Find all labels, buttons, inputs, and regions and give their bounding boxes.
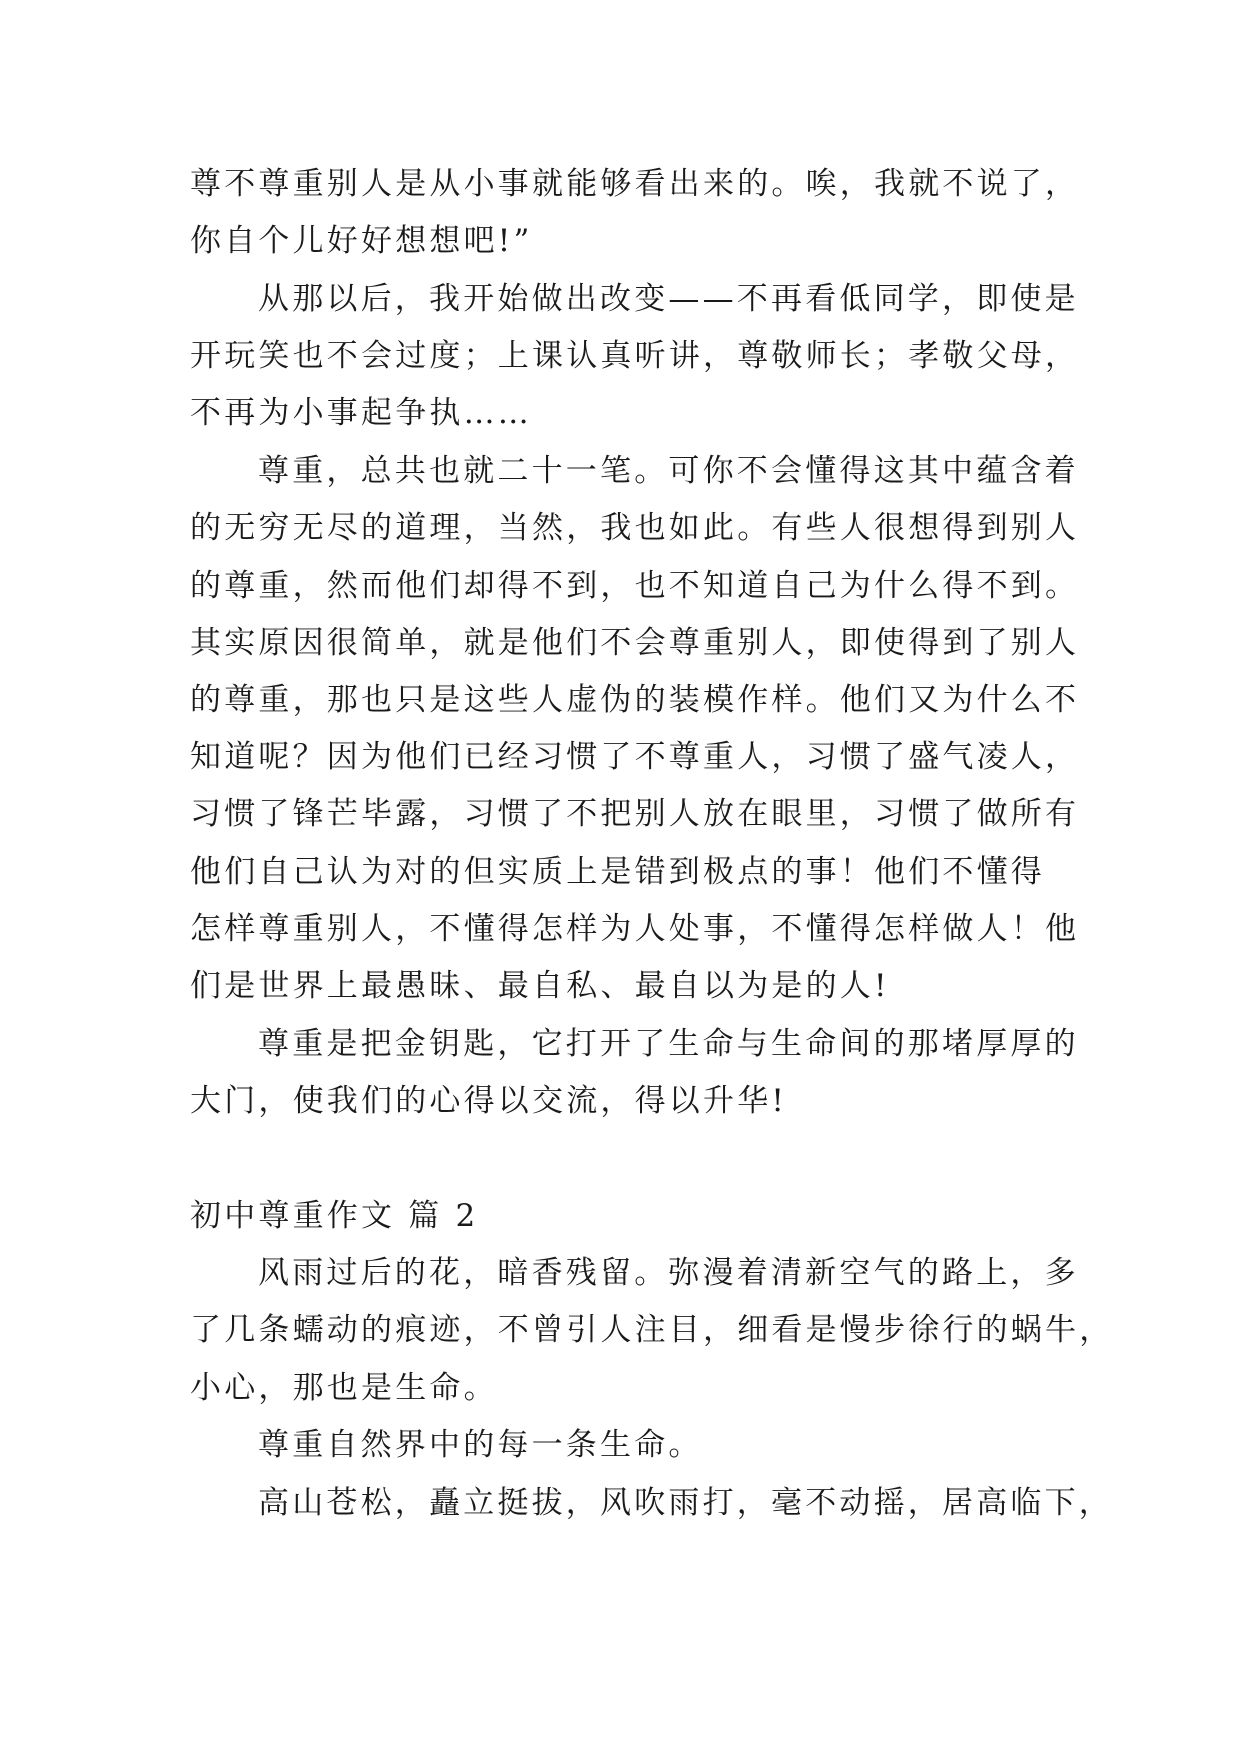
text-line: 了几条蠕动的痕迹，不曾引人注目，细看是慢步徐行的蜗牛， bbox=[190, 1312, 1114, 1348]
text-line: 其实原因很简单，就是他们不会尊重别人，即使得到了别人 bbox=[190, 625, 1080, 661]
section-heading: 初中尊重作文 篇 2 bbox=[190, 1198, 479, 1234]
paragraph-start-line: 尊重，总共也就二十一笔。可你不会懂得这其中蕴含着 bbox=[258, 453, 1079, 489]
text-line: 的尊重，然而他们却得不到，也不知道自己为什么得不到。 bbox=[190, 568, 1080, 604]
paragraph-start-line: 尊重自然界中的每一条生命。 bbox=[258, 1427, 703, 1463]
text-line: 他们自己认为对的但实质上是错到极点的事！他们不懂得 bbox=[190, 854, 1045, 890]
paragraph-start-line: 高山苍松，矗立挺拔，风吹雨打，毫不动摇，居高临下， bbox=[258, 1485, 1113, 1521]
text-line: 不再为小事起争执…… bbox=[190, 395, 532, 431]
text-line: 知道呢？因为他们已经习惯了不尊重人，习惯了盛气凌人， bbox=[190, 739, 1080, 775]
text-line: 大门，使我们的心得以交流，得以升华! bbox=[190, 1083, 788, 1119]
text-line: 的无穷无尽的道理，当然，我也如此。有些人很想得到别人 bbox=[190, 510, 1080, 546]
text-line: 你自个儿好好想想吧!” bbox=[190, 223, 533, 259]
text-line: 小心，那也是生命。 bbox=[190, 1370, 498, 1406]
paragraph-start-line: 风雨过后的花，暗香残留。弥漫着清新空气的路上，多 bbox=[258, 1255, 1079, 1291]
paragraph-start-line: 尊重是把金钥匙，它打开了生命与生命间的那堵厚厚的 bbox=[258, 1026, 1079, 1062]
text-line: 们是世界上最愚昧、最自私、最自以为是的人! bbox=[190, 968, 890, 1004]
paragraph-start-line: 从那以后，我开始做出改变——不再看低同学，即使是 bbox=[258, 281, 1079, 317]
text-line: 怎样尊重别人，不懂得怎样为人处事，不懂得怎样做人！他 bbox=[190, 911, 1080, 947]
text-line: 习惯了锋芒毕露，习惯了不把别人放在眼里，习惯了做所有 bbox=[190, 796, 1080, 832]
text-line: 的尊重，那也只是这些人虚伪的装模作样。他们又为什么不 bbox=[190, 682, 1080, 718]
text-line: 开玩笑也不会过度；上课认真听讲，尊敬师长；孝敬父母， bbox=[190, 338, 1080, 374]
text-line: 尊不尊重别人是从小事就能够看出来的。唉，我就不说了， bbox=[190, 166, 1080, 202]
